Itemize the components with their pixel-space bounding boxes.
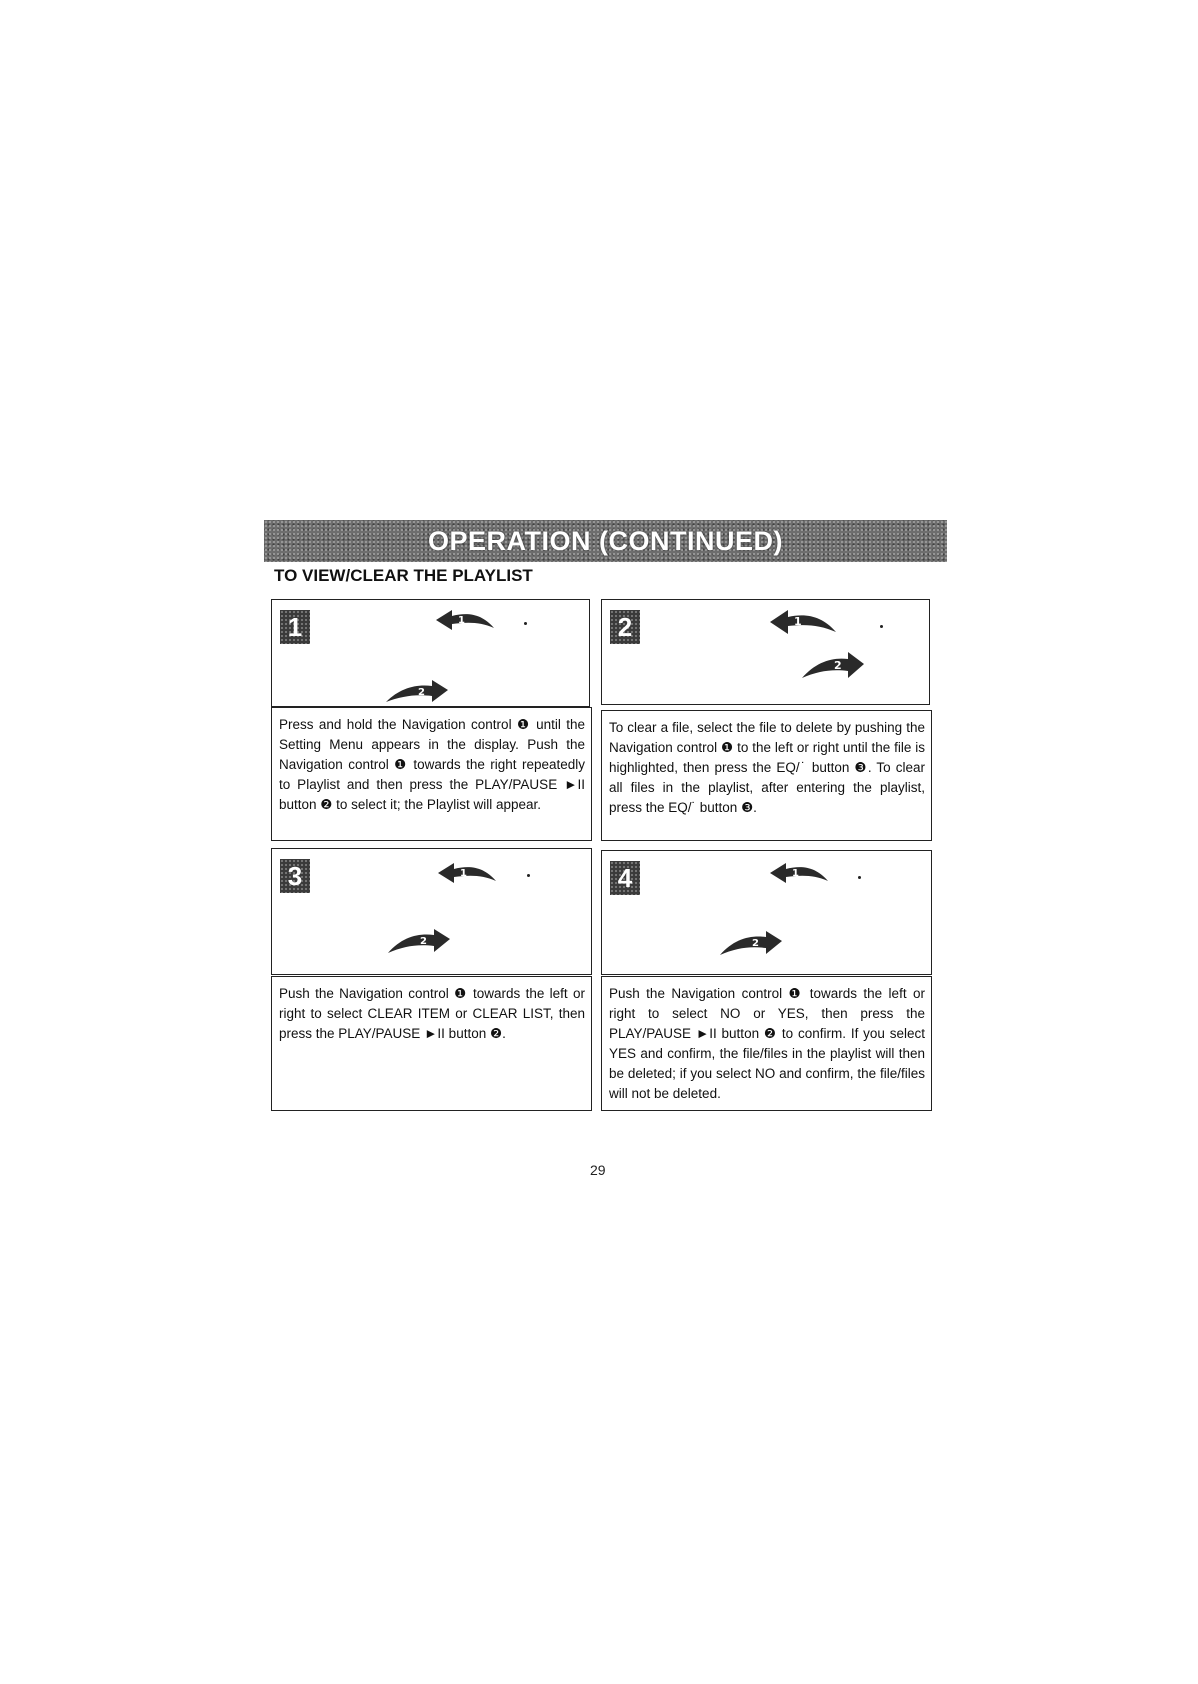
indicator-dot xyxy=(858,876,861,879)
callout-arrow-2-label: 2 xyxy=(418,687,425,698)
step-2-badge: 2 xyxy=(610,610,640,644)
step-1-badge: 1 xyxy=(280,610,310,644)
callout-arrow-2-label: 2 xyxy=(752,938,759,949)
step-3-illustration xyxy=(271,848,592,975)
step-1-instructions: Press and hold the Navigation control ❶ until the Setting Menu appears in the display. Push the Navigation control ❶ towards the right repeatedly to Playlist and then press the PLAY/PAUSE ►II button ❷ to select it; the Playlist will appear. xyxy=(271,707,592,841)
callout-arrow-1-icon xyxy=(766,859,834,887)
step-4-instructions: Push the Navigation control ❶ towards the left or right to select NO or YES, then press the PLAY/PAUSE ►II button ❷ to confirm. If you select YES and confirm, the file/files in the playlist will then be deleted; if you select NO and confirm, the file/files will not be deleted. xyxy=(601,976,932,1111)
callout-arrow-2-icon xyxy=(384,927,454,957)
callout-arrow-2-label: 2 xyxy=(420,936,427,947)
step-4-badge: 4 xyxy=(610,861,640,895)
step-2-illustration xyxy=(601,599,930,705)
callout-arrow-2-label: 2 xyxy=(834,659,842,672)
step-2-instructions: To clear a file, select the file to delete by pushing the Navigation control ❶ to the left or right until the file is highlighted, then press the EQ/˙ button ❸. To clear all files in the playlist, after entering the playlist, press the EQ/˙ button ❸. xyxy=(601,710,932,841)
section-banner xyxy=(264,520,947,562)
callout-arrow-2-icon xyxy=(716,929,786,959)
section-title: TO VIEW/CLEAR THE PLAYLIST xyxy=(274,566,533,585)
step-1-illustration xyxy=(271,599,590,707)
indicator-dot xyxy=(880,625,883,628)
callout-arrow-2-icon xyxy=(382,678,452,706)
callout-arrow-1-icon xyxy=(432,606,500,634)
callout-arrow-1-label: 1 xyxy=(794,615,802,628)
callout-arrow-2-icon xyxy=(798,650,868,682)
callout-arrow-1-label: 1 xyxy=(458,615,465,626)
callout-arrow-1-label: 1 xyxy=(460,868,467,879)
callout-arrow-1-icon xyxy=(766,606,842,638)
step-3-badge: 3 xyxy=(280,859,310,893)
step-4-illustration xyxy=(601,850,932,975)
page-number: 29 xyxy=(590,1162,606,1178)
callout-arrow-1-icon xyxy=(434,859,502,887)
step-3-instructions: Push the Navigation control ❶ towards the left or right to select CLEAR ITEM or CLEAR LIST, then press the PLAY/PAUSE ►II button ❷. xyxy=(271,976,592,1111)
banner-title: OPERATION (CONTINUED) xyxy=(428,525,783,556)
callout-arrow-1-label: 1 xyxy=(792,868,799,879)
indicator-dot xyxy=(524,622,527,625)
indicator-dot xyxy=(527,874,530,877)
